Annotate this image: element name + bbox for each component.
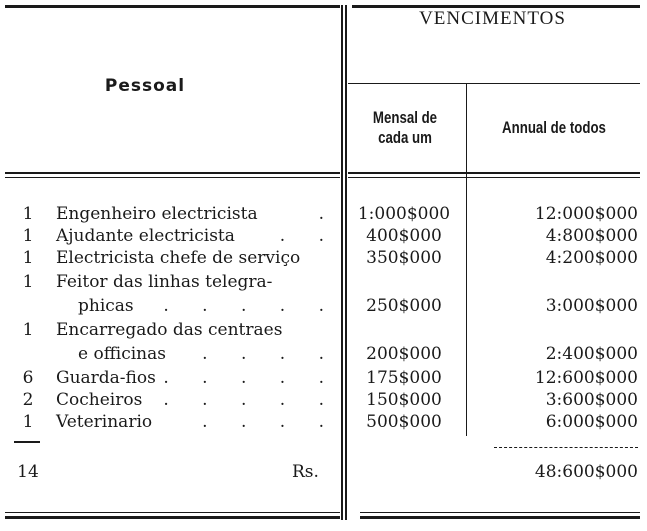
leader-dots: . .: [279, 226, 338, 246]
leader-dots: . . . .: [202, 412, 338, 432]
header-rule-left-a: [5, 172, 340, 174]
leader-dots: . . . . .: [163, 390, 338, 410]
mensal-cell: 175$000: [366, 368, 442, 388]
qty-cell: 6: [22, 368, 34, 388]
total-annual: 48:600$000: [534, 462, 638, 482]
desc-cell: Electricista chefe de serviço: [56, 248, 301, 268]
header-rule-right-a: [348, 172, 640, 174]
annual-cell: 12:000$000: [534, 204, 638, 224]
bottom-rule-left-a: [5, 512, 340, 513]
desc-cell: Encarregado das centraes: [56, 320, 283, 340]
desc-cell: Guarda-fios: [56, 368, 156, 388]
qty-cell: 2: [22, 390, 34, 410]
qty-cell: 1: [22, 272, 34, 292]
bottom-rule-left-b: [5, 516, 340, 519]
mensal-cell: 1:000$000: [357, 204, 451, 224]
annual-header: [487, 118, 621, 138]
table-row-continuation: [0, 344, 647, 364]
header-rule-right-b: [348, 177, 640, 178]
qty-cell: 1: [22, 248, 34, 268]
table-row: [0, 320, 647, 340]
table-row-continuation: [0, 296, 647, 316]
mensal-cell: 350$000: [366, 248, 442, 268]
sum-rule-left: [14, 441, 40, 443]
table-row: [0, 390, 647, 410]
qty-cell: 1: [22, 412, 34, 432]
mensal-cell: 200$000: [366, 344, 442, 364]
annual-cell: 4:800$000: [545, 226, 638, 246]
annual-cell: 12:600$000: [534, 368, 638, 388]
desc-cell: Veterinario: [56, 412, 153, 432]
desc-cell: Engenheiro electricista: [56, 204, 258, 224]
desc-cell: Ajudante electricista: [56, 226, 235, 246]
total-label: Rs.: [292, 462, 319, 482]
mensal-header-line1: Mensal de: [372, 108, 438, 127]
mensal-header: [362, 108, 448, 148]
table-row: [0, 412, 647, 432]
annual-cell: 2:400$000: [545, 344, 638, 364]
annual-header-line: Annual de todos: [502, 118, 606, 137]
desc-cell-continuation: phicas: [78, 296, 134, 316]
leader-dots: . . . .: [202, 344, 338, 364]
leader-dots: . . . . .: [163, 296, 338, 316]
desc-cell: Cocheiros: [56, 390, 143, 410]
mensal-cell: 250$000: [366, 296, 442, 316]
annual-cell: 4:200$000: [545, 248, 638, 268]
desc-cell: Feitor das linhas telegra-: [56, 272, 273, 292]
mensal-cell: 500$000: [366, 412, 442, 432]
vencimentos-underline: [348, 83, 640, 84]
table-row: [0, 248, 647, 268]
table-row: [0, 368, 647, 388]
pessoal-header: Pessoal: [104, 76, 186, 96]
mensal-header-line2: cada um: [378, 128, 432, 147]
bottom-rule-right-b: [360, 516, 640, 519]
table-row: [0, 204, 647, 224]
table-row: [0, 272, 647, 292]
total-row: [0, 462, 647, 482]
annual-cell: 6:000$000: [545, 412, 638, 432]
desc-cell-continuation: e officinas: [78, 344, 166, 364]
top-rule-left: [5, 5, 340, 8]
qty-cell: 1: [22, 226, 34, 246]
leader-dots: .: [318, 204, 338, 224]
bottom-rule-right-a: [360, 512, 640, 513]
qty-cell: 1: [22, 204, 34, 224]
qty-cell: 1: [22, 320, 34, 340]
mensal-cell: 150$000: [366, 390, 442, 410]
mensal-cell: 400$000: [366, 226, 442, 246]
total-qty: 14: [17, 462, 39, 482]
table-row: [0, 226, 647, 246]
annual-cell: 3:600$000: [545, 390, 638, 410]
annual-cell: 3:000$000: [545, 296, 638, 316]
vencimentos-header: VENCIMENTOS: [419, 8, 566, 29]
header-rule-left-b: [5, 177, 340, 178]
leader-dots: . . . . .: [163, 368, 338, 388]
sum-rule-annual: [494, 447, 638, 448]
